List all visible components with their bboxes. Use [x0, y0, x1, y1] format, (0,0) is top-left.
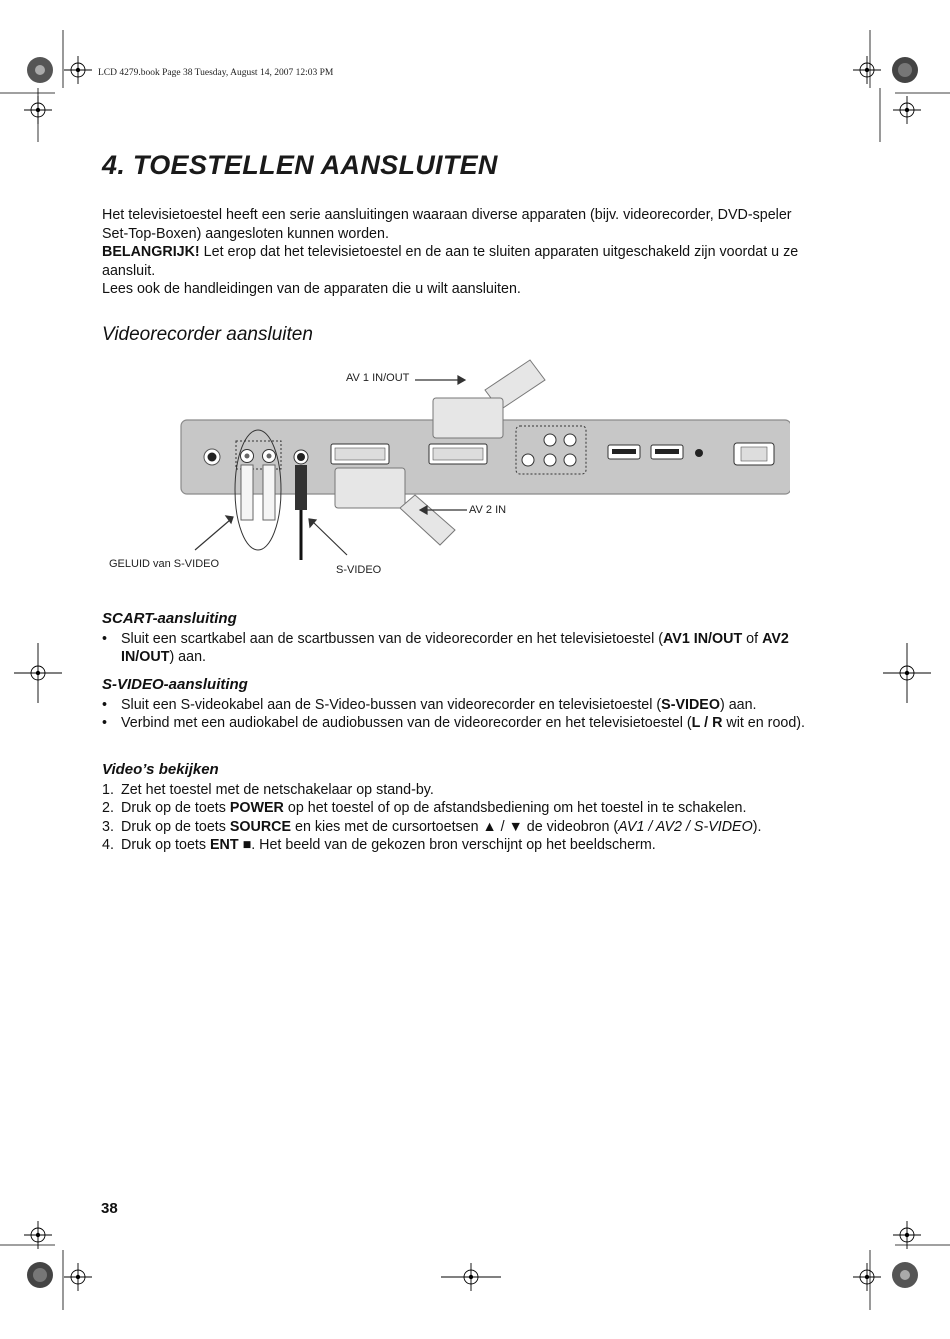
step-number: 2. [102, 800, 114, 817]
vga-port-icon [734, 443, 774, 465]
scart-port-icon [429, 444, 487, 464]
dc-jack-icon [204, 449, 220, 465]
step-number: 1. [102, 782, 114, 798]
italic-text: AV1 / AV2 / S-VIDEO [618, 818, 753, 835]
svideo-title: S-VIDEO-aansluiting [102, 676, 248, 693]
audio-jack-icon [263, 450, 276, 463]
step-number: 3. [102, 818, 114, 835]
bold-text: SOURCE [229, 818, 292, 835]
text: Zet het toestel met de netschakelaar op stand-by. [121, 782, 434, 798]
text: Sluit een S-videokabel aan de S-Video-bussen van videorecorder en televisietoestel ( [121, 697, 662, 713]
text: Druk op de toets [121, 800, 230, 817]
text: Verbind met een audiokabel de audiobussen van de videorecorder en het televisietoestel ( [121, 715, 692, 732]
av2-label: AV 2 IN [469, 504, 507, 516]
text: Druk op de toets [121, 818, 230, 835]
svideo-label: S-VIDEO [336, 564, 382, 576]
important-text: Let erop dat het televisietoestel en de aan te sluiten apparaten uitgeschakeld zijn voordat u ze aansluit. [102, 244, 799, 279]
bold-text: POWER [229, 800, 284, 817]
scart-list [102, 630, 812, 667]
av1-label: AV 1 IN/OUT [346, 372, 410, 384]
scart-title: SCART-aansluiting [102, 610, 237, 627]
list-item [102, 630, 812, 667]
intro-text [102, 206, 807, 299]
bullet: • [102, 697, 108, 713]
important-label: BELANGRIJK! [102, 244, 200, 261]
text: op het toestel of op de afstandsbediening om het toestel in te schakelen. [283, 800, 747, 817]
svideo-jack-icon [294, 450, 308, 464]
see-manuals-note: Lees ook de handleidingen van de apparaten die u wilt aansluiten. [102, 281, 521, 298]
bold-text: AV2 IN/OUT [121, 631, 789, 666]
videos-title: Video’s bekijken [102, 761, 219, 778]
list-item [102, 696, 812, 714]
hdmi-port-icon [651, 445, 683, 459]
bold-text: L / R [691, 715, 723, 732]
bold-text: ENT ■ [210, 837, 252, 854]
text: ) aan. [169, 649, 207, 666]
list-item [102, 818, 812, 836]
videos-steps [102, 781, 812, 855]
audio-jack-icon [241, 450, 254, 463]
book-header-line: LCD 4279.book Page 38 Tuesday, August 14, 2007 12:03 PM [98, 68, 334, 78]
page-number: 38 [101, 1200, 118, 1217]
list-item [102, 714, 812, 732]
step-number: 4. [102, 837, 114, 854]
important-note [102, 243, 807, 280]
list-item [102, 781, 812, 799]
bold-text: S-VIDEO [661, 697, 720, 713]
text: Druk op toets [121, 837, 210, 854]
section-title: Videorecorder aansluiten [102, 324, 313, 345]
audio-label: GELUID van S-VIDEO [109, 558, 220, 570]
list-item [102, 836, 812, 854]
text: en kies met de cursortoetsen ▲ / ▼ de videobron ( [291, 818, 619, 835]
chapter-title: 4. TOESTELLEN AANSLUITEN [102, 150, 498, 180]
hdmi-port-icon [608, 445, 640, 459]
bullet: • [102, 631, 108, 647]
text: wit en rood). [722, 715, 806, 732]
text: of [742, 631, 763, 647]
text: ) aan. [719, 697, 757, 713]
connection-diagram [100, 350, 790, 590]
text: Sluit een scartkabel aan de scartbussen van de videorecorder en het televisietoestel ( [121, 631, 664, 647]
bold-text: AV1 IN/OUT [663, 631, 743, 647]
svideo-list [102, 696, 812, 733]
list-item [102, 799, 812, 817]
headphone-jack-icon [695, 449, 703, 457]
text: ). [752, 818, 762, 835]
bullet: • [102, 715, 108, 732]
scart-port-icon [331, 444, 389, 464]
text: . Het beeld van de gekozen bron verschijnt op het beeldscherm. [251, 837, 656, 854]
intro-paragraph: Het televisietoestel heeft een serie aansluitingen waaraan diverse apparaten (bijv. videorecorder, DVD-speler Set-Top-Boxen) aangesloten kunnen worden. [102, 207, 792, 242]
